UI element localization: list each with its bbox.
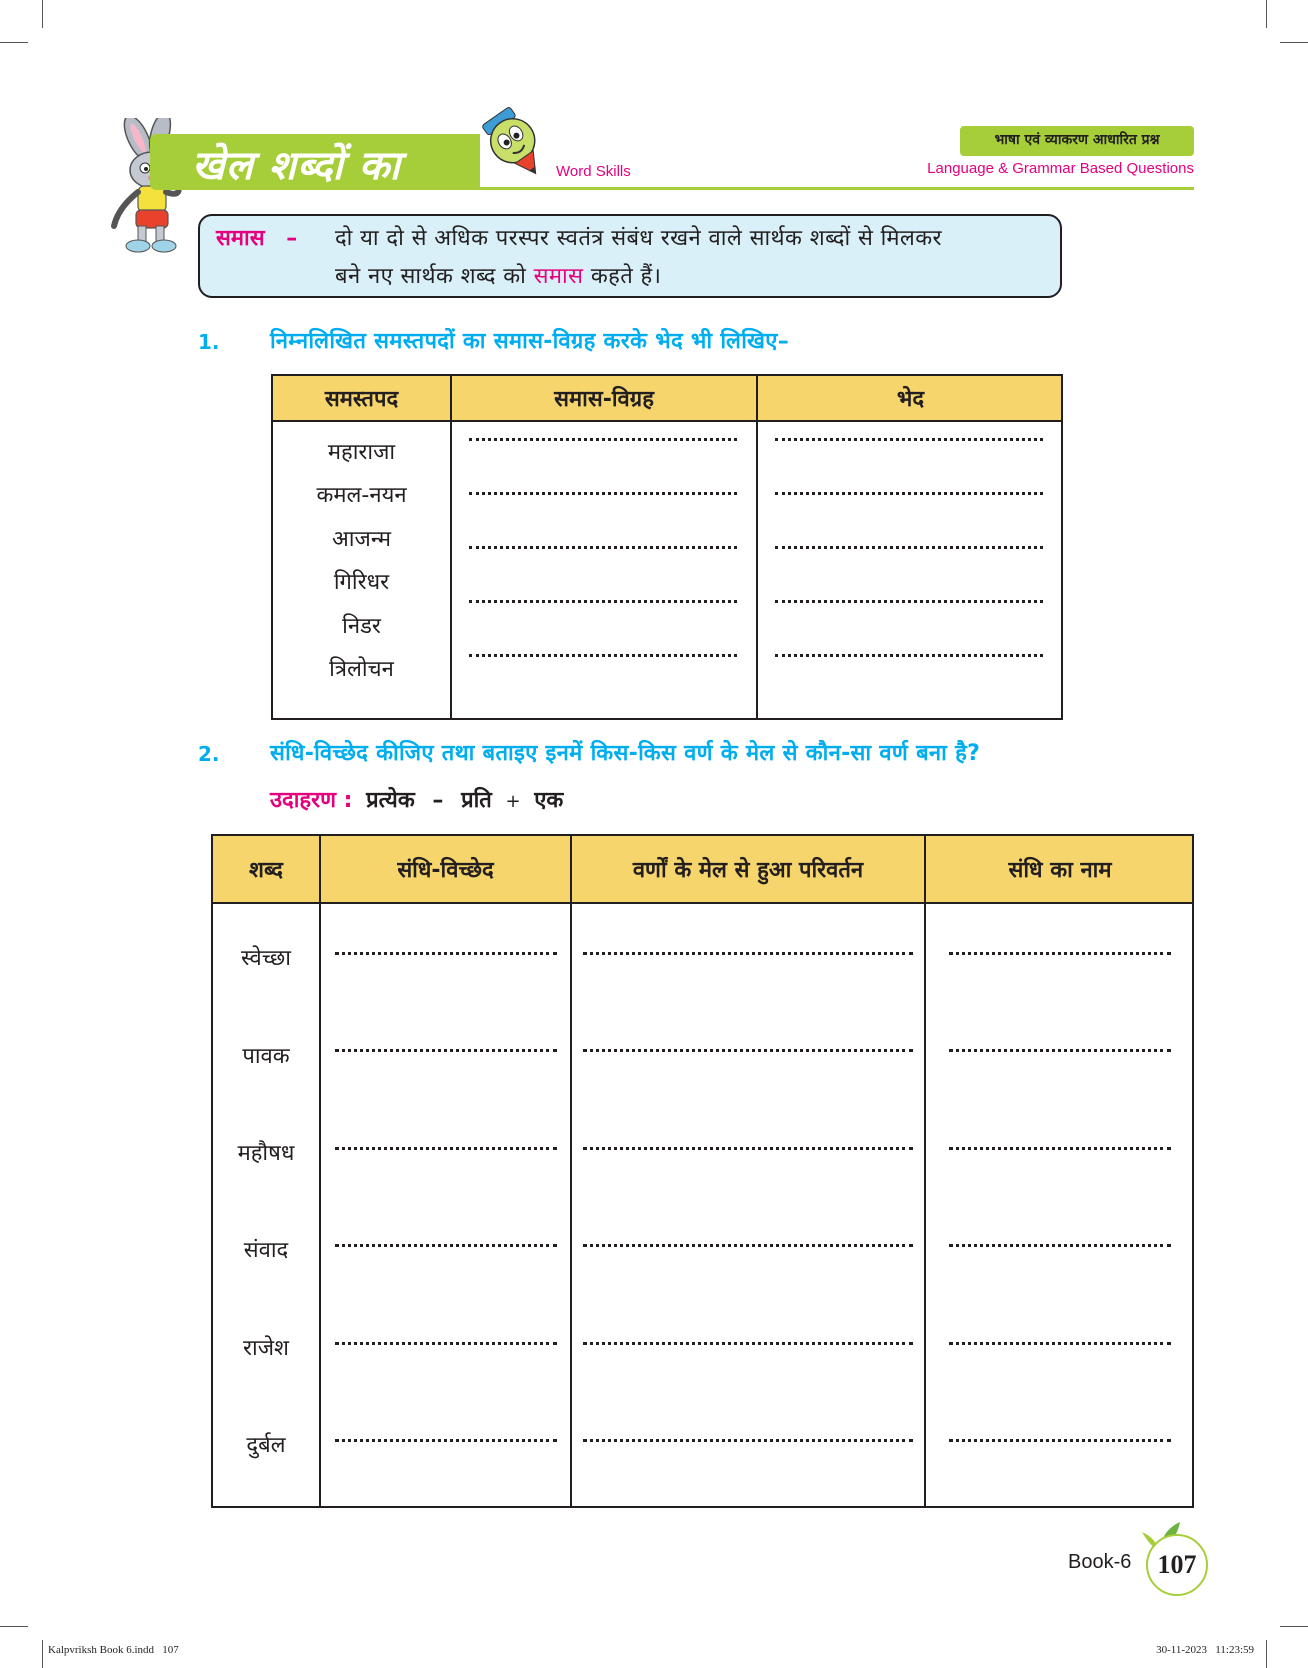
section-label-english: Language & Grammar Based Questions [927,160,1194,177]
answer-blank[interactable] [335,1244,557,1247]
answer-blank[interactable] [775,438,1043,441]
table-divider [319,836,321,1506]
example-label: उदाहरण : [270,788,353,813]
table-q1-word: त्रिलोचन [329,657,394,682]
definition-text: कहते हैं। [590,264,662,289]
answer-blank[interactable] [469,654,737,657]
example-plus: + [505,791,521,812]
word-skills-label: Word Skills [556,163,631,180]
table-q1-word: महाराजा [327,440,396,465]
answer-blank[interactable] [775,492,1043,495]
table-divider [756,376,758,718]
table-q2 [211,834,1194,1508]
section-badge-text: भाषा एवं व्याकरण आधारित प्रश्न [994,132,1160,148]
definition-dash: – [286,226,298,251]
table-q2-header-cell: संधि-विच्छेद [397,858,494,883]
table-q2-word: स्वेच्छा [240,946,291,971]
table-q1-header-cell: समास-विग्रह [554,387,654,412]
answer-blank[interactable] [583,952,913,955]
answer-blank[interactable] [335,1342,557,1345]
answer-blank[interactable] [335,1049,557,1052]
answer-blank[interactable] [583,1244,913,1247]
page-title: खेल शब्दों का [192,143,401,189]
table-divider [450,376,452,718]
question-2-number: 2. [198,742,220,766]
crop-mark [42,0,43,28]
definition-term [216,222,297,252]
example-part: प्रति [461,788,492,813]
crop-mark [42,1640,43,1668]
table-q1-word: आजन्म [332,527,391,552]
table-divider [570,836,572,1506]
answer-blank[interactable] [335,1439,557,1442]
table-q1-header-cell: भेद [896,387,925,412]
answer-blank[interactable] [949,1049,1171,1052]
table-q2-word: महौषध [237,1141,295,1166]
definition-line-2 [335,260,661,290]
definition-term-word: समास [216,226,265,251]
answer-blank[interactable] [583,1342,913,1345]
table-q2-word: राजेश [243,1336,289,1361]
answer-blank[interactable] [583,1147,913,1150]
table-divider [924,836,926,1506]
answer-blank[interactable] [469,600,737,603]
timestamp: 30-11-2023 11:23:59 [1156,1644,1254,1656]
definition-line-1: दो या दो से अधिक परस्पर स्वतंत्र संबंध रखने वाले सार्थक शब्दों से मिलकर [335,226,942,251]
definition-text: बने नए सार्थक शब्द को [335,264,527,289]
table-q1-word: कमल-नयन [316,483,407,508]
table-q1-word: निडर [342,614,381,639]
table-q2-word: संवाद [243,1238,289,1263]
crop-mark [1266,0,1267,28]
answer-blank[interactable] [949,1342,1171,1345]
table-q2-header-cell: वर्णों के मेल से हुआ परिवर्तन [632,858,864,883]
crop-mark [1280,42,1308,43]
answer-blank[interactable] [949,1439,1171,1442]
answer-blank[interactable] [949,1244,1171,1247]
answer-blank[interactable] [583,1439,913,1442]
answer-blank[interactable] [583,1049,913,1052]
table-q1-header-cell: समस्तपद [324,387,399,412]
question-2-text: संधि-विच्छेद कीजिए तथा बताइए इनमें किस-किस वर्ण के मेल से कौन-सा वर्ण बना है? [270,741,981,766]
crop-mark [0,1626,28,1627]
answer-blank[interactable] [949,1147,1171,1150]
crop-mark [0,42,28,43]
book-label: Book-6 [1068,1551,1132,1573]
crop-mark [1266,1640,1267,1668]
answer-blank[interactable] [949,952,1171,955]
page-number: 107 [1157,1550,1197,1579]
table-q1-word: गिरिधर [333,570,390,595]
table-q1 [271,374,1063,720]
answer-blank[interactable] [335,1147,557,1150]
table-q2-word: दुर्बल [246,1433,286,1458]
example-word: प्रत्येक [366,788,415,813]
answer-blank[interactable] [775,546,1043,549]
example-dash: – [432,788,444,813]
definition-highlight: समास [533,264,584,289]
table-q2-header-cell: संधि का नाम [1008,858,1112,883]
question-1-number: 1. [198,330,220,354]
answer-blank[interactable] [469,546,737,549]
crop-mark [1280,1626,1308,1627]
pencil-mascot-icon [478,104,552,182]
header-divider [480,187,1194,190]
table-q2-word: पावक [242,1044,290,1069]
table-q2-header-cell: शब्द [249,858,283,883]
answer-blank[interactable] [335,952,557,955]
question-1-text: निम्नलिखित समस्तपदों का समास-विग्रह करके भेद भी लिखिए– [270,329,790,354]
file-info: Kalpvriksh Book 6.indd 107 [48,1644,179,1656]
answer-blank[interactable] [469,438,737,441]
answer-blank[interactable] [775,600,1043,603]
example-line [270,784,563,814]
answer-blank[interactable] [775,654,1043,657]
answer-blank[interactable] [469,492,737,495]
example-part: एक [534,788,564,813]
